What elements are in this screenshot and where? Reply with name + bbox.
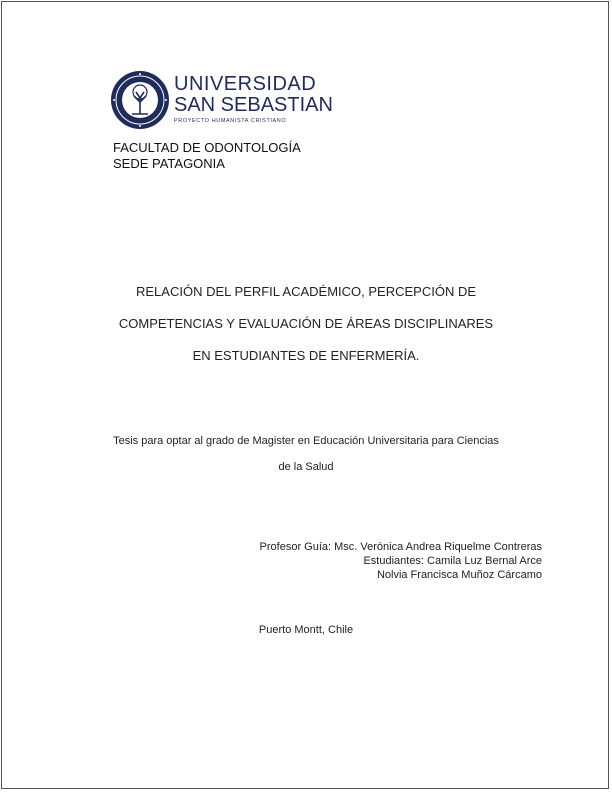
logo-text <box>174 73 333 124</box>
degree-statement <box>60 428 552 480</box>
degree-line-1: Tesis para optar al grado de Magister en Educación Universitaria para Ciencias <box>113 435 499 447</box>
student-line-2: Nolvia Francisca Muñoz Cárcamo <box>376 569 542 581</box>
place-of-publication: Puerto Montt, Chile <box>258 624 354 636</box>
title-line-2: COMPETENCIAS Y EVALUACIÓN DE ÁREAS DISCIPLINARES <box>118 316 494 331</box>
university-seal-icon <box>110 70 170 130</box>
thesis-title <box>40 276 572 372</box>
advisor-line: Profesor Guía: Msc. Verónica Andrea Riquelme Contreras <box>259 541 542 553</box>
university-logo <box>110 70 333 130</box>
degree-line-2: de la Salud <box>278 461 334 473</box>
student-line-1: Estudiantes: Camila Luz Bernal Arce <box>363 555 542 567</box>
faculty-name: FACULTAD DE ODONTOLOGÍA <box>113 140 301 155</box>
campus-name: SEDE PATAGONIA <box>113 156 225 171</box>
faculty-block <box>113 140 301 172</box>
title-line-1: RELACIÓN DEL PERFIL ACADÉMICO, PERCEPCIÓN DE <box>136 284 476 299</box>
title-line-3: EN ESTUDIANTES DE ENFERMERÍA. <box>192 348 420 363</box>
logo-university-word: UNIVERSIDAD <box>174 73 317 95</box>
authors-block <box>260 540 542 582</box>
logo-university-name: SAN SEBASTIAN <box>174 94 333 116</box>
logo-tagline: PROYECTO HUMANISTA CRISTIANO <box>174 118 287 124</box>
